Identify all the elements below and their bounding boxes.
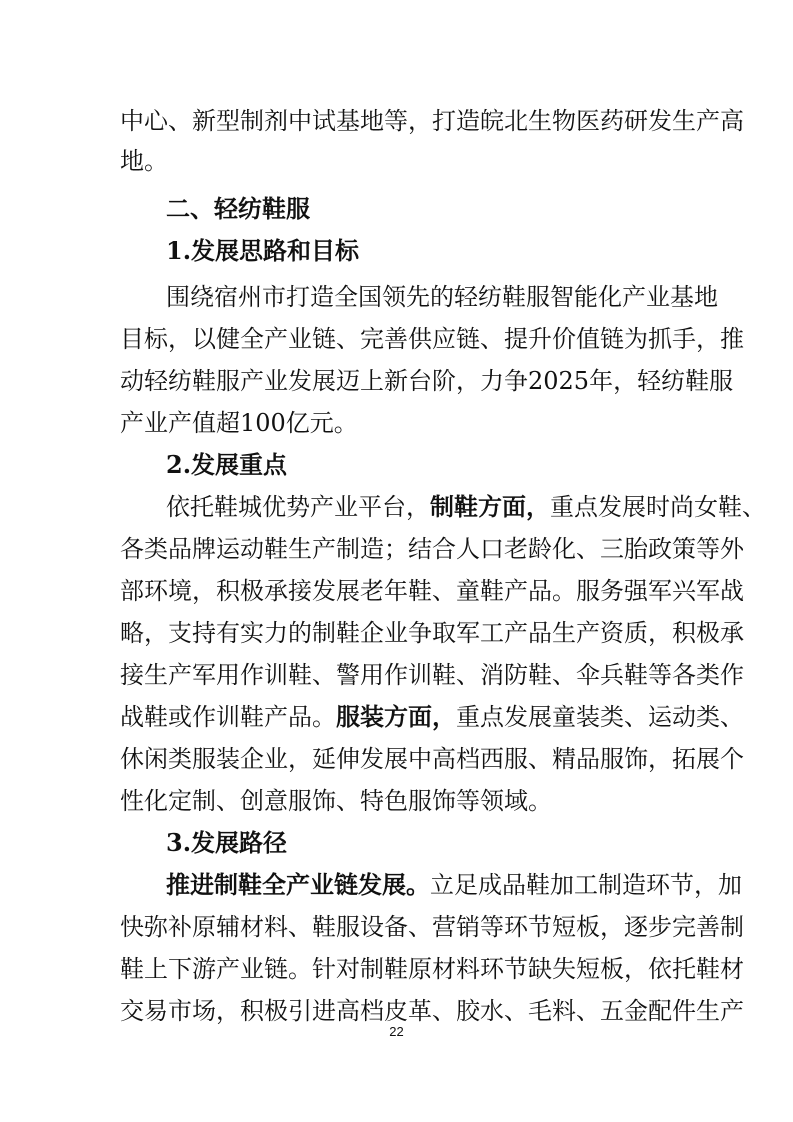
subsection-heading: 1.发展思路和目标 <box>166 236 360 265</box>
paragraph-line: 交易市场，积极引进高档皮革、胶水、毛料、五金配件生产 <box>120 997 744 1025</box>
paragraph-line <box>120 697 744 737</box>
bold-run: 推进制鞋全产业链发展。 <box>166 870 430 899</box>
bold-run: 制鞋方面， <box>430 492 550 521</box>
subsection-heading: 2.发展重点 <box>166 450 288 479</box>
paragraph-line: 快弥补原辅材料、鞋服设备、营销等环节短板，逐步完善制 <box>120 913 744 941</box>
paragraph-line: 目标，以健全产业链、完善供应链、提升价值链为抓手，推 <box>120 325 744 353</box>
paragraph-line: 性化定制、创意服饰、特色服饰等领域。 <box>120 787 552 815</box>
text-run: 战鞋或作训鞋产品。 <box>120 703 336 731</box>
paragraph-line: 产业产值超100亿元。 <box>120 409 358 437</box>
paragraph-line: 部环境，积极承接发展老年鞋、童鞋产品。服务强军兴军战 <box>120 577 744 605</box>
text-run: 依托鞋城优势产业平台， <box>166 493 430 521</box>
section-heading: 二、轻纺鞋服 <box>166 194 310 223</box>
paragraph-line: 略，支持有实力的制鞋企业争取军工产品生产资质，积极承 <box>120 619 744 647</box>
paragraph-line: 鞋上下游产业链。针对制鞋原材料环节缺失短板，依托鞋材 <box>120 955 744 983</box>
paragraph-line <box>166 865 742 905</box>
paragraph-line <box>166 487 766 527</box>
bold-run: 服装方面， <box>336 702 456 731</box>
paragraph-line: 地。 <box>120 147 168 175</box>
paragraph-line: 休闲类服装企业，延伸发展中高档西服、精品服饰，拓展个 <box>120 745 744 773</box>
text-run: 立足成品鞋加工制造环节，加 <box>430 871 742 899</box>
subsection-heading: 3.发展路径 <box>166 828 288 857</box>
text-run: 重点发展时尚女鞋、 <box>550 493 766 521</box>
page-number: 22 <box>389 1024 404 1039</box>
text-run: 重点发展童装类、运动类、 <box>456 703 744 731</box>
paragraph-line: 中心、新型制剂中试基地等，打造皖北生物医药研发生产高 <box>120 107 744 135</box>
paragraph-line: 接生产军用作训鞋、警用作训鞋、消防鞋、伞兵鞋等各类作 <box>120 661 744 689</box>
paragraph-line: 围绕宿州市打造全国领先的轻纺鞋服智能化产业基地 <box>166 283 718 311</box>
paragraph-line: 各类品牌运动鞋生产制造；结合人口老龄化、三胎政策等外 <box>120 535 744 563</box>
paragraph-line: 动轻纺鞋服产业发展迈上新台阶，力争2025年，轻纺鞋服 <box>120 367 734 395</box>
